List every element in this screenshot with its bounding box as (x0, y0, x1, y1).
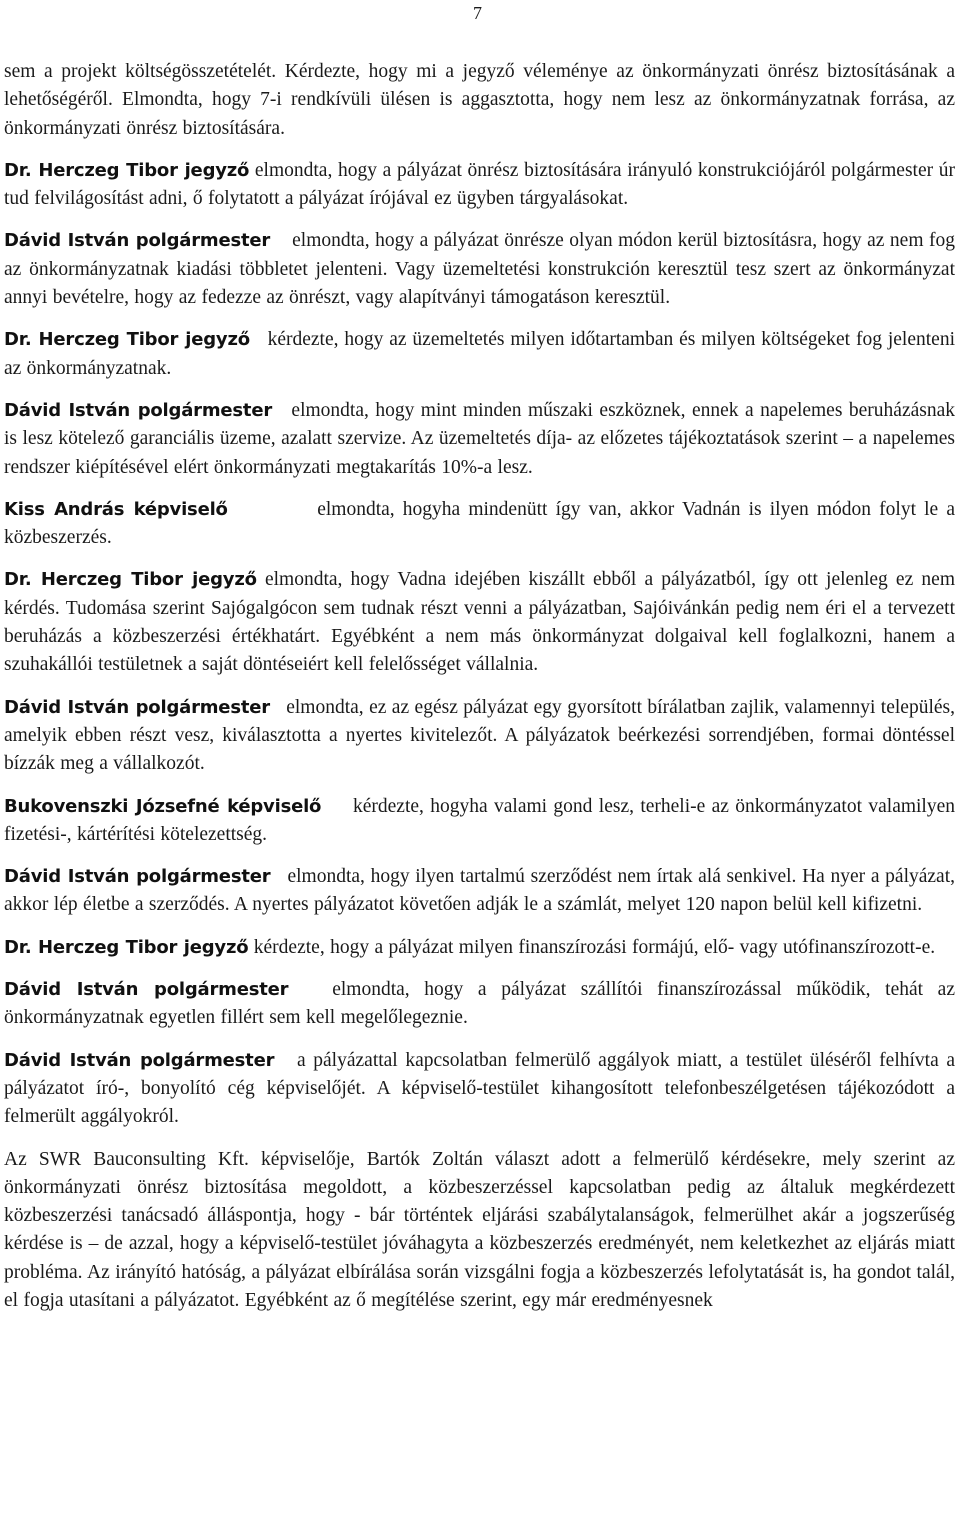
paragraph (4, 496, 955, 553)
paragraph (4, 58, 955, 143)
speaker-name: Dr. Herczeg Tibor jegyző (4, 159, 250, 181)
page-number: 7 (473, 3, 482, 23)
paragraph (4, 976, 955, 1033)
paragraph (4, 227, 955, 312)
speaker-name: Dávid István polgármester (4, 1049, 275, 1071)
paragraph (4, 397, 955, 482)
paragraph-text: elmondta, hogy a pályázat önrésze olyan módon kerül biztosításra, hogy az nem fog az önkormányzatnak kiadási többletet jelenteni. Vagy üzemeltetési konstrukción keresztül tesz szert az önkormányzat annyi bevételre, hogy az fedezze az önrészt, vagy alapítványi támogatáson keresztül. (4, 230, 955, 309)
paragraph (4, 326, 955, 383)
speaker-name: Dávid István polgármester (4, 696, 270, 718)
paragraph (4, 1146, 955, 1316)
speaker-name: Dr. Herczeg Tibor jegyző (4, 329, 250, 351)
paragraph (4, 793, 955, 850)
paragraph-text: elmondta, hogy ilyen tartalmú szerződést nem írtak alá senkivel. Ha nyer a pályázat, akkor lép életbe a szerződés. A nyertes pályázatot követően adják le a számlát, melyet 120 napon belül kell kifizetni. (4, 866, 956, 916)
speaker-name: Bukovenszki Józsefné képviselő (4, 795, 322, 817)
paragraph (4, 566, 955, 679)
speaker-name: Dávid István polgármester (4, 979, 289, 1001)
speaker-name: Dávid István polgármester (4, 866, 271, 888)
paragraph-text: kérdezte, hogy a pályázat milyen finanszírozási formájú, elő- vagy utófinanszírozott-e. (253, 936, 936, 958)
paragraph-text: kérdezte, hogyha valami gond lesz, terheli-e az önkormányzatot valamilyen fizetési-, kártérítési kötelezettség. (4, 795, 956, 845)
paragraph-text: elmondta, hogy Vadna idejében kiszállt ebből a pályázatból, így ott jelenleg ez nem kérdés. Tudomása szerint Sajógalgócon sem tudnak részt venni a pályázatban, Sajóivánkán pedig nem éri el a tervezett beruházás a közbeszerzési értékhatárt. Egyébként a nem más önkormányzat dolgaival kell foglalkozni, hanem a szuhakállói testületnek a saját döntéseiért kell felelősséget vállalnia. (4, 569, 955, 676)
speaker-name: Kiss András képviselő (4, 498, 228, 520)
paragraph-text: a pályázattal kapcsolatban felmerülő aggályok miatt, a testület üléséről felhívta a pályázatot író-, bonyolító cég képviselőjét. A képviselő-testület kihangosított telefonbeszélgetésen tájékozódott a felmerült aggályokról. (4, 1049, 955, 1128)
paragraph-text: elmondta, hogy a pályázat önrész biztosítására irányuló konstrukciójáról polgármester úr tud felvilágosítást adni, ő folytatott a pályázat írójával ez ügyben tárgyalásokat. (4, 159, 955, 210)
paragraph (4, 863, 955, 920)
paragraph-text: Az SWR Bauconsulting Kft. képviselője, Bartók Zoltán választ adott a felmerülő kérdésekre, mely szerint az önkormányzati önrész biztosítása megoldott, a közbeszerzéssel kapcsolatban pedig az általuk megkérdezett közbeszerzési tanácsadó álláspontja, hogy - bár történtek eljárási szabálytalanságok, felmerülhet akár a jogszerűség kérdése is – de azzal, hogy a képviselő-testület jóváhagyta a közbeszerzés eredményét, nem keletkezhet az eljárás miatt probléma. Az irányító hatóság, a pályázat elbírálása során vizsgálni fogja a közbeszerzés lefolytatását is, ha gondot talál, el fogja utasítani a pályázatot. Egyébként az ő megítélése szerint, egy már eredményesnek (4, 1148, 955, 1311)
speaker-name: Dr. Herczeg Tibor jegyző (4, 569, 257, 591)
paragraph-text: elmondta, hogy a pályázat szállítói finanszírozással működik, tehát az önkormányzatnak egyetlen fillért sem kell megelőlegeznie. (4, 979, 955, 1029)
speaker-name: Dávid István polgármester (4, 230, 271, 252)
paragraph-text: kérdezte, hogy az üzemeltetés milyen időtartamban és milyen költségeket fog jelenteni az önkormányzatnak. (4, 329, 955, 379)
paragraph (4, 157, 955, 214)
paragraph-text: elmondta, hogy mint minden műszaki eszköznek, ennek a napelemes beruházásnak is lesz kötelező garanciális üzeme, azalatt szervize. Az üzemeltetés díja- az előzetes tájékoztatások szerint – a napelemes rendszer kiépítésével elért önkormányzati megtakarítás 10%-a lesz. (4, 399, 955, 478)
paragraph (4, 1047, 955, 1132)
speaker-name: Dr. Herczeg Tibor jegyző (4, 936, 249, 958)
document-body (4, 58, 955, 1315)
paragraph-text: elmondta, ez az egész pályázat egy gyorsított bírálatban zajlik, valamennyi település, amelyik ebben részt vesz, kiválasztotta a nyertes kivitelezőt. A pályázatok beérkezési sorrendjében, formai döntéssel bízzák meg a vállalkozót. (4, 696, 955, 775)
paragraph (4, 934, 955, 962)
speaker-name: Dávid István polgármester (4, 399, 273, 421)
paragraph (4, 694, 955, 779)
paragraph-text: sem a projekt költségösszetételét. Kérdezte, hogy mi a jegyző véleménye az önkormányzati önrész biztosításának a lehetőségéről. Elmondta, hogy 7-i rendkívüli ülésen is aggasztotta, hogy nem lesz az önkormányzatnak forrása, az önkormányzati önrész biztosítására. (4, 61, 955, 139)
paragraph-text: elmondta, hogyha mindenütt így van, akkor Vadnán is ilyen módon folyt le a közbeszerzés. (4, 498, 955, 549)
